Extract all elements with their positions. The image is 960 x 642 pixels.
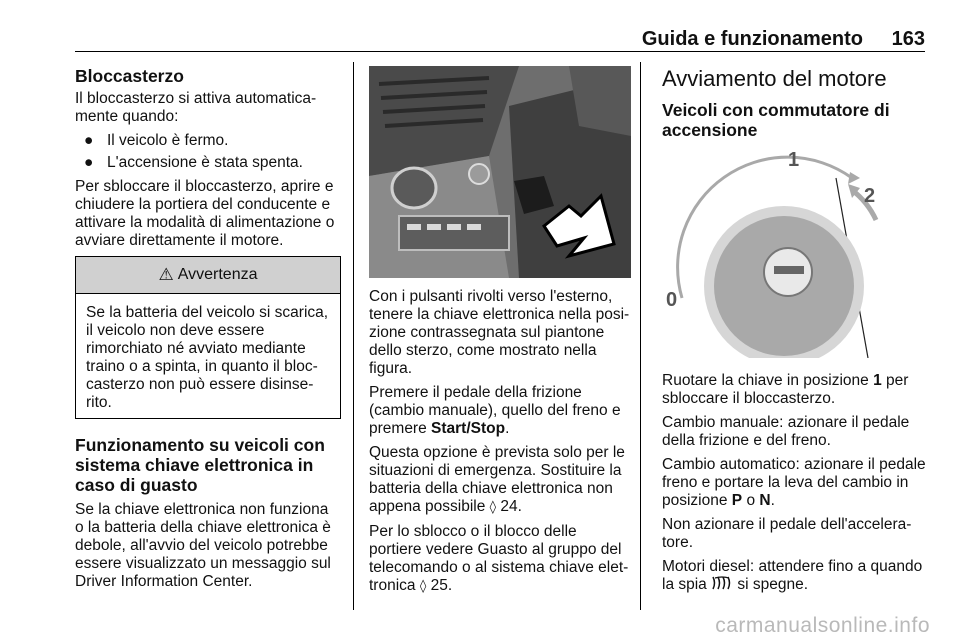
paragraph-manual: Cambio manuale: azionare il pedale della frizione e del freno. (662, 414, 910, 449)
page-reference-icon: ◊ (419, 579, 427, 594)
position-2-label: 2 (864, 185, 876, 207)
warning-text: Se la batteria del veicolo si scarica, il veicolo non deve essere rimorchiato né avviato mediante traino o a spinta, in quanto il bloc-casterzo non può essere disinse-rito. (86, 304, 329, 411)
list-item: ● L'accensione è stata spenta. (84, 154, 303, 171)
paragraph-key-position: Con i pulsanti rivolti verso l'esterno, tenere la chiave elettronica nella posi-zione contrassegnata sul piantone dello sterzo, come mostrato nella figura. (369, 288, 630, 377)
ignition-switch-diagram (664, 146, 904, 358)
column-2 (369, 66, 633, 602)
paragraph-doors: Per lo sblocco o il blocco delle portiere vedere Guasto al gruppo del telecomando o al sistema chiave elet-tronica ◊ 25. (369, 523, 629, 594)
steering-column-photo (369, 66, 631, 278)
paragraph-automatic: Cambio automatico: azionare il pedale freno e portare la leva del cambio in posizione P o N. (662, 456, 926, 509)
heading-ignition-switch: Veicoli con commutatore di accensione (662, 100, 890, 140)
heading-fault: Funzionamento su veicoli con sistema chiave elettronica in caso di guasto (75, 435, 325, 495)
heading-bloccasterzo: Bloccasterzo (75, 66, 184, 86)
warning-triangle-icon: ⚠ (158, 265, 174, 284)
header-title: Guida e funzionamento (641, 28, 863, 50)
watermark: carmanualsonline.info (715, 614, 930, 637)
list-item: ● Il veicolo è fermo. (84, 132, 229, 149)
start-stop-label: Start/Stop (431, 420, 506, 437)
column-divider-2 (640, 62, 641, 610)
paragraph-fault: Se la chiave elettronica non funziona o la batteria della chiave elettronica è debole, all'avvio del veicolo potrebbe essere visualizzato un messaggio sul Driver Information Center. (75, 501, 331, 590)
glow-plug-icon (711, 576, 733, 590)
warning-title: Avvertenza (177, 266, 258, 283)
bullet-list (75, 132, 341, 172)
paragraph-diesel: Motori diesel: attendere fino a quando la spia si spegne. (662, 558, 923, 593)
page-reference-icon: ◊ (489, 500, 497, 515)
position-1-label: 1 (788, 149, 800, 171)
position-0-label: 0 (666, 289, 678, 311)
warning-box (75, 256, 341, 419)
bullet-icon: ● (84, 132, 94, 149)
page-number: 163 (891, 28, 925, 50)
column-divider-1 (353, 62, 354, 610)
paragraph-unlock: Per sbloccare il bloccasterzo, aprire e chiudere la portiera del conducente e attivare la modalità di alimentazione o avviare direttamente il motore. (75, 178, 335, 249)
column-3 (662, 66, 928, 600)
paragraph-pedal: Premere il pedale della frizione (cambio manuale), quello del freno e premere Start/Stop. (369, 384, 621, 437)
bullet-icon: ● (84, 154, 94, 171)
heading-engine-start: Avviamento del motore (662, 66, 887, 91)
paragraph-emergency: Questa opzione è prevista solo per le situazioni di emergenza. Sostituire la batteria della chiave elettronica non appena possibile ◊ 24. (369, 444, 625, 515)
column-1 (75, 66, 341, 597)
paragraph-accelerator: Non azionare il pedale dell'accelera-tore. (662, 516, 912, 551)
paragraph-turn-key: Ruotare la chiave in posizione 1 per sbloccare il bloccasterzo. (662, 372, 909, 407)
paragraph-lock-intro: Il bloccasterzo si attiva automatica-mente quando: (75, 90, 317, 125)
warning-header (76, 257, 340, 294)
header-rule (75, 51, 925, 52)
page-header (75, 28, 925, 50)
